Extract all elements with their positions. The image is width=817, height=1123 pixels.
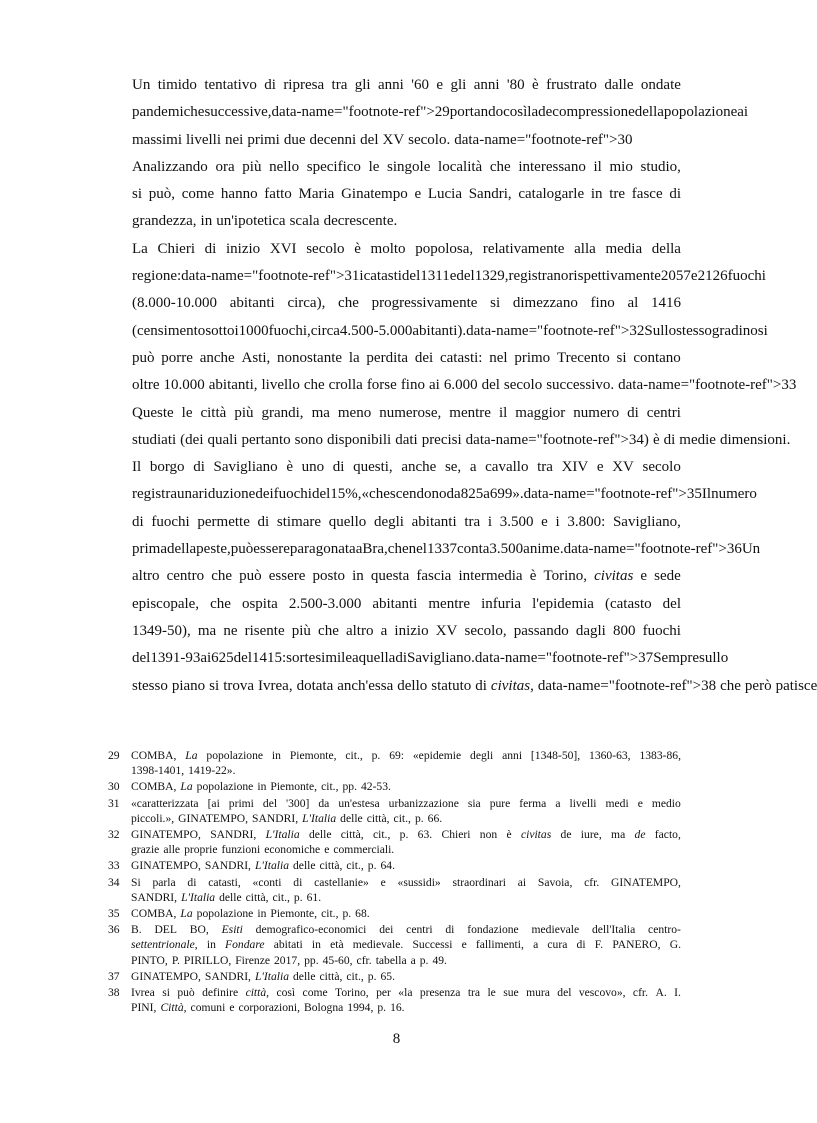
paragraph (132, 400, 791, 455)
paragraph (132, 454, 817, 700)
footnote (108, 875, 681, 905)
footnote (108, 985, 681, 1015)
footnote-line: COMBA, La popolazione in Piemonte, cit., p. 68. (131, 907, 370, 921)
footnote (108, 779, 681, 794)
footnote-line: SANDRI, L'Italia delle città, cit., p. 61. (131, 890, 322, 904)
footnotes (108, 748, 681, 1016)
footnote-line: settentrionale, in Fondare abitati in età medievale. Successi e fallimenti, a cura di F. PANERO, G. (131, 938, 681, 952)
text-line: Il borgo di Savigliano è uno di questi, anche se, a cavallo tra XIV e XV secolo (132, 459, 681, 476)
footnote-number: 38 (108, 986, 120, 1000)
text-line: massimi livelli nei primi due decenni del XV secolo. data-name="footnote-ref">30 (132, 131, 633, 148)
text-line: altro centro che può essere posto in questa fascia intermedia è Torino, civitas e sede (132, 568, 681, 585)
footnote-line: piccoli.», GINATEMPO, SANDRI, L'Italia delle città, cit., p. 66. (131, 811, 443, 825)
paragraph (132, 236, 797, 400)
footnote-number: 35 (108, 907, 120, 921)
text-line: (censimento sotto i 1000 fuochi, circa 4.500-5.000 abitanti). data-name="footnote-ref">32 Sullo stesso gradino si (132, 322, 768, 339)
text-line: prima della peste, può essere paragonata a Bra, che nel 1337 conta 3.500 anime. data-name="footnote-ref">36 Un (132, 541, 761, 558)
footnote-line: grazie alle proprie funzioni economiche e commerciali. (131, 843, 395, 857)
footnote (108, 906, 681, 921)
footnote-number: 30 (108, 780, 120, 794)
footnote-number: 33 (108, 859, 120, 873)
footnote-line: Si parla di catasti, «conti di castellanie» e «sussidi» straordinari ai Savoia, cfr. GINATEMPO, (131, 875, 681, 889)
footnote-line: Ivrea si può definire città, così come Torino, per «la presenza tra le sue mura del vescovo», cfr. A. I. (131, 986, 681, 1000)
footnote-line: «caratterizzata [ai primi del '300] da un'estesa urbanizzazione sia pure ferma a livelli medi e medio (131, 796, 681, 810)
text-line: può porre anche Asti, nonostante la perdita dei catasti: nel primo Trecento si contano (132, 349, 681, 366)
footnote (108, 827, 681, 857)
text-line: di fuochi permette di stimare quello degli abitanti tra i 3.500 e i 3.800: Savigliano, (132, 513, 681, 530)
footnote-line: PINTO, P. PIRILLO, Firenze 2017, pp. 45-60, cfr. tabella a p. 49. (131, 953, 447, 967)
text-line: Analizzando ora più nello specifico le singole località che interessano il mio studio, (132, 158, 681, 175)
paragraph (132, 154, 681, 236)
main-text (132, 72, 817, 700)
footnote-number: 32 (108, 828, 120, 842)
footnote (108, 969, 681, 984)
text-line: oltre 10.000 abitanti, livello che crolla forse fino ai 6.000 del secolo successivo. data-name="footnote-ref">33 (132, 377, 797, 394)
footnote-line: GINATEMPO, SANDRI, L'Italia delle città, cit., p. 64. (131, 859, 395, 873)
footnote-line: GINATEMPO, SANDRI, L'Italia delle città, cit., p. 65. (131, 969, 395, 983)
footnote (108, 858, 681, 873)
text-line: stesso piano si trova Ivrea, dotata anch'essa dello statuto di civitas, data-name="footnote-ref">38 che però patisce (132, 677, 817, 694)
footnote-number: 36 (108, 923, 120, 937)
text-line: registra una riduzione dei fuochi del 15%, «che scendono da 825 a 699». data-name="footnote-ref">35 Il numero (132, 486, 757, 503)
text-line: episcopale, che ospita 2.500-3.000 abitanti mentre infuria l'epidemia (catasto del (132, 595, 681, 612)
text-line: regione: data-name="footnote-ref">31 i catasti del 1311 e del 1329, registrano rispettivamente 2057 e 2126 fuochi (132, 268, 766, 285)
footnote-number: 37 (108, 969, 120, 983)
text-line: Un timido tentativo di ripresa tra gli anni '60 e gli anni '80 è frustrato dalle ondate (132, 77, 681, 93)
text-line: si può, come hanno fatto Maria Ginatempo e Lucia Sandri, catalogarle in tre fasce di (132, 186, 681, 203)
footnote (108, 922, 681, 968)
footnote-number: 34 (108, 875, 120, 889)
footnote-line: COMBA, La popolazione in Piemonte, cit., p. 69: «epidemie degli anni [1348-50], 1360-63, 1383-86, (131, 749, 681, 762)
text-line: Queste le città più grandi, ma meno numerose, mentre il maggior numero di centri (132, 404, 681, 421)
footnote-line: B. DEL BO, Esiti demografico-economici dei centri di fondazione medievale dell'Italia centro- (131, 923, 681, 937)
footnote-line: 1398-1401, 1419-22». (131, 764, 236, 778)
page-number: 8 (392, 1031, 401, 1047)
text-line: studiati (dei quali pertanto sono disponibili dati precisi data-name="footnote-ref">34) è di medie dimensioni. (132, 431, 791, 448)
text-line: (8.000-10.000 abitanti circa), che progressivamente si dimezzano fino al 1416 (132, 295, 681, 312)
text-line: La Chieri di inizio XVI secolo è molto popolosa, relativamente alla media della (132, 240, 681, 257)
text-line: 1349-50), ma ne risente più che altro a inizio XV secolo, passando dagli 800 fuochi (132, 622, 681, 639)
footnote-line: GINATEMPO, SANDRI, L'Italia delle città, cit., p. 63. Chieri non è civitas de iure, ma de facto, (131, 828, 681, 842)
footnote (108, 796, 681, 826)
footnote-number: 31 (108, 796, 120, 810)
text-line: grandezza, in un'ipotetica scala decrescente. (132, 213, 398, 230)
footnote-line: COMBA, La popolazione in Piemonte, cit., pp. 42-53. (131, 780, 391, 794)
footnote-number: 29 (108, 749, 120, 762)
footnote-line: PINI, Città, comuni e corporazioni, Bologna 1994, p. 16. (131, 1001, 405, 1015)
text-line: del 1391-93 ai 625 del 1415: sorte simile a quella di Savigliano. data-name="footnote-ref">37 Sempre sullo (132, 650, 729, 667)
text-line: pandemiche successive, data-name="footnote-ref">29 portando così la decompressione della popolazione ai (132, 104, 749, 121)
footnote (108, 748, 681, 778)
paragraph (132, 72, 749, 154)
